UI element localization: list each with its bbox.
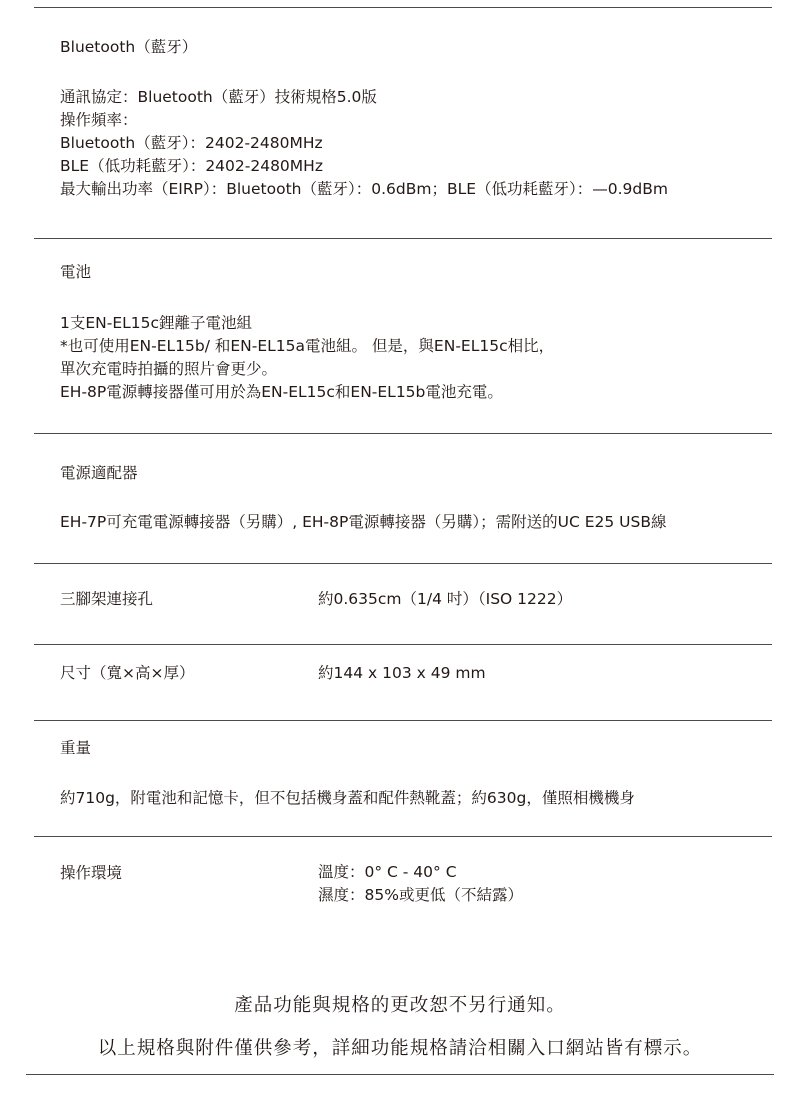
dimensions-label: 尺寸（寬×高×厚） [60, 664, 195, 682]
tripod-label: 三腳架連接孔 [60, 590, 154, 608]
notice-spec-change: 產品功能與規格的更改恕不另行通知。 [234, 995, 566, 1016]
max-output-power: 最大輸出功率（EIRP）：Bluetooth（藍牙）：0.6dBm；BLE（低功耗藍牙）：—0.9dBm [60, 180, 668, 198]
environment-label: 操作環境 [60, 864, 123, 882]
divider [34, 644, 772, 645]
bluetooth-frequency-label: 操作頻率： [60, 111, 138, 129]
notice-reference: 以上規格與附件僅供參考，詳細功能規格請洽相關入口網站皆有標示。 [97, 1038, 703, 1059]
battery-line: EH-8P電源轉接器僅可用於為EN-EL15c和EN-EL15b電池充電。 [60, 383, 503, 401]
divider [34, 563, 772, 564]
dimensions-value: 約144 x 103 x 49 mm [318, 664, 486, 682]
ble-frequency: BLE（低功耗藍牙）：2402-2480MHz [60, 157, 323, 175]
dimensions-value-col [318, 662, 486, 685]
divider [34, 836, 772, 837]
battery-line: *也可使用EN-EL15b/ 和EN-EL15a電池組。 但是，與EN-EL15c相比， [60, 337, 555, 355]
weight-details [60, 787, 635, 810]
environment-values [318, 861, 523, 907]
bluetooth-title: Bluetooth（藍牙） [60, 38, 198, 56]
battery-line: 單次充電時拍攝的照片會更少。 [60, 360, 278, 378]
battery-title: 電池 [60, 263, 92, 281]
weight-title: 重量 [60, 739, 92, 757]
divider [34, 433, 772, 434]
tripod-value-col [318, 588, 572, 611]
divider [26, 1074, 774, 1075]
power-adapter-details [60, 511, 666, 534]
humidity-value: 濕度：85%或更低（不結露） [318, 886, 523, 904]
power-adapter-title: 電源適配器 [60, 464, 138, 482]
tripod-value: 約0.635cm（1/4 吋）（ISO 1222） [318, 590, 573, 608]
bluetooth-frequency: Bluetooth（藍牙）：2402-2480MHz [60, 134, 323, 152]
temperature-value: 溫度：0° C - 40° C [318, 863, 457, 881]
power-adapter-line: EH-7P可充電電源轉接器（另購）, EH-8P電源轉接器（另購）；需附送的UC E25 USB線 [60, 513, 667, 531]
battery-line: 1支EN-EL15c鋰離子電池組 [60, 314, 253, 332]
battery-details [60, 312, 554, 404]
divider [34, 238, 772, 239]
divider [34, 7, 772, 8]
bluetooth-protocol: 通訊協定：Bluetooth（藍牙）技術規格5.0版 [60, 88, 377, 106]
bluetooth-details [60, 86, 668, 201]
weight-line: 約710g，附電池和記憶卡，但不包括機身蓋和配件熱靴蓋；約630g，僅照相機機身 [60, 789, 635, 807]
divider [34, 720, 772, 721]
